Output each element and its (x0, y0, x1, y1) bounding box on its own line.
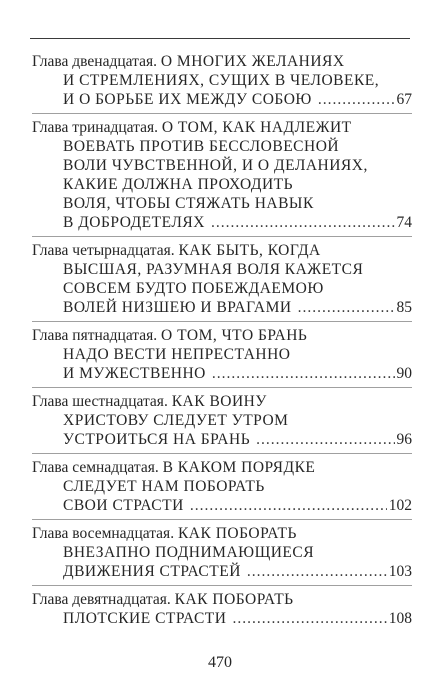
entry-last-line (32, 90, 412, 109)
entry-first-line (32, 458, 412, 477)
chapter-title-line: ДВИЖЕНИЯ СТРАСТЕЙ (63, 563, 241, 580)
entry-divider (32, 236, 412, 237)
chapter-page-number: 85 (396, 299, 412, 316)
entry-divider (32, 453, 412, 454)
entry-first-line (32, 524, 412, 543)
chapter-page-number: 102 (388, 497, 412, 514)
chapter-title-line: СЛЕДУЕТ НАМ ПОБОРАТЬ (63, 478, 265, 495)
chapter-title-line: КАК БЫТЬ, КОГДА (178, 242, 321, 259)
toc-entry (32, 392, 412, 449)
chapter-title-line: СВОИ СТРАСТИ (63, 497, 184, 514)
chapter-heading: Глава двенадцатая. (32, 53, 157, 70)
chapter-heading: Глава четырнадцатая. (32, 242, 175, 259)
chapter-title-line: КАКИЕ ДОЛЖНА ПРОХОДИТЬ (63, 176, 294, 193)
chapter-page-number: 108 (388, 610, 412, 627)
page-number: 470 (208, 654, 232, 671)
entry-divider (32, 519, 412, 520)
entry-first-line (32, 392, 412, 411)
entry-divider (32, 585, 412, 586)
chapter-title-line: КАК ПОБОРАТЬ (177, 525, 297, 542)
chapter-title-line: ХРИСТОВУ СЛЕДУЕТ УТРОМ (63, 412, 289, 429)
chapter-heading: Глава девятнадцатая. (32, 591, 171, 608)
entry-last-line (32, 562, 412, 581)
toc-entry (32, 52, 412, 109)
entry-divider (32, 113, 412, 114)
chapter-title-line: ВОЛЯ, ЧТОБЫ СТЯЖАТЬ НАВЫК (63, 195, 314, 212)
chapter-title-line: КАК ПОБОРАТЬ (174, 591, 294, 608)
chapter-page-number: 96 (396, 431, 412, 448)
chapter-heading: Глава пятнадцатая. (32, 327, 158, 344)
chapter-title-line: ВЫСШАЯ, РАЗУМНАЯ ВОЛЯ КАЖЕТСЯ (63, 261, 364, 278)
entry-first-line (32, 326, 412, 345)
entry-divider (32, 387, 412, 388)
dot-leader (232, 609, 386, 628)
chapter-title-line: И О БОРЬБЕ ИХ МЕЖДУ СОБОЮ (63, 91, 312, 108)
toc-entry (32, 524, 412, 581)
top-rule (30, 38, 410, 39)
entry-first-line (32, 590, 412, 609)
entry-divider (32, 321, 412, 322)
chapter-title-line: О МНОГИХ ЖЕЛАНИЯХ (160, 53, 345, 70)
chapter-title-line: В КАКОМ ПОРЯДКЕ (162, 459, 316, 476)
entry-first-line (32, 52, 412, 71)
toc-entry (32, 590, 412, 628)
entry-last-line (32, 364, 412, 383)
chapter-title-line: ВОЛИ ЧУВСТВЕННОЙ, И О ДЕЛАНИЯХ, (63, 157, 368, 174)
chapter-title-line: В ДОБРОДЕТЕЛЯХ (63, 214, 205, 231)
entry-first-line (32, 241, 412, 260)
toc-entry (32, 241, 412, 317)
toc-entry (32, 458, 412, 515)
dot-leader (212, 364, 395, 383)
chapter-heading: Глава восемнадцатая. (32, 525, 175, 542)
chapter-title-line: ВНЕЗАПНО ПОДНИМАЮЩИЕСЯ (63, 544, 315, 561)
chapter-page-number: 67 (396, 91, 412, 108)
chapter-title-line: ВОЛЕЙ НИЗШЕЮ И ВРАГАМИ (63, 299, 292, 316)
toc-entry (32, 118, 412, 232)
dot-leader (211, 213, 395, 232)
chapter-heading: Глава семнадцатая. (32, 459, 159, 476)
chapter-heading: Глава шестнадцатая. (32, 393, 168, 410)
chapter-title-line: О ТОМ, ЧТО БРАНЬ (161, 327, 308, 344)
dot-leader (298, 298, 395, 317)
chapter-page-number: 74 (396, 214, 412, 231)
chapter-title-line: СОВСЕМ БУДТО ПОБЕЖДАЕМОЮ (63, 280, 324, 297)
dot-leader (318, 90, 395, 109)
chapter-heading: Глава тринадцатая. (32, 119, 158, 136)
entry-last-line (32, 609, 412, 628)
entry-last-line (32, 213, 412, 232)
table-of-contents (32, 52, 412, 628)
entry-last-line (32, 496, 412, 515)
entry-last-line (32, 430, 412, 449)
chapter-title-line: УСТРОИТЬСЯ НА БРАНЬ (63, 431, 251, 448)
chapter-title-line: НАДО ВЕСТИ НЕПРЕСТАННО (63, 346, 291, 363)
chapter-title-line: ВОЕВАТЬ ПРОТИВ БЕССЛОВЕСНОЙ (63, 138, 340, 155)
entry-first-line (32, 118, 412, 137)
chapter-title-line: И МУЖЕСТВЕННО (63, 365, 206, 382)
chapter-title-line: О ТОМ, КАК НАДЛЕЖИТ (161, 119, 352, 136)
chapter-page-number: 103 (388, 563, 412, 580)
dot-leader (247, 562, 387, 581)
dot-leader (256, 430, 394, 449)
toc-entry (32, 326, 412, 383)
entry-last-line (32, 298, 412, 317)
chapter-page-number: 90 (396, 365, 412, 382)
chapter-title-line: ПЛОТСКИЕ СТРАСТИ (63, 610, 227, 627)
dot-leader (190, 496, 387, 515)
chapter-title-line: И СТРЕМЛЕНИЯХ, СУЩИХ В ЧЕЛОВЕКЕ, (63, 72, 380, 89)
chapter-title-line: КАК ВОИНУ (171, 393, 267, 410)
